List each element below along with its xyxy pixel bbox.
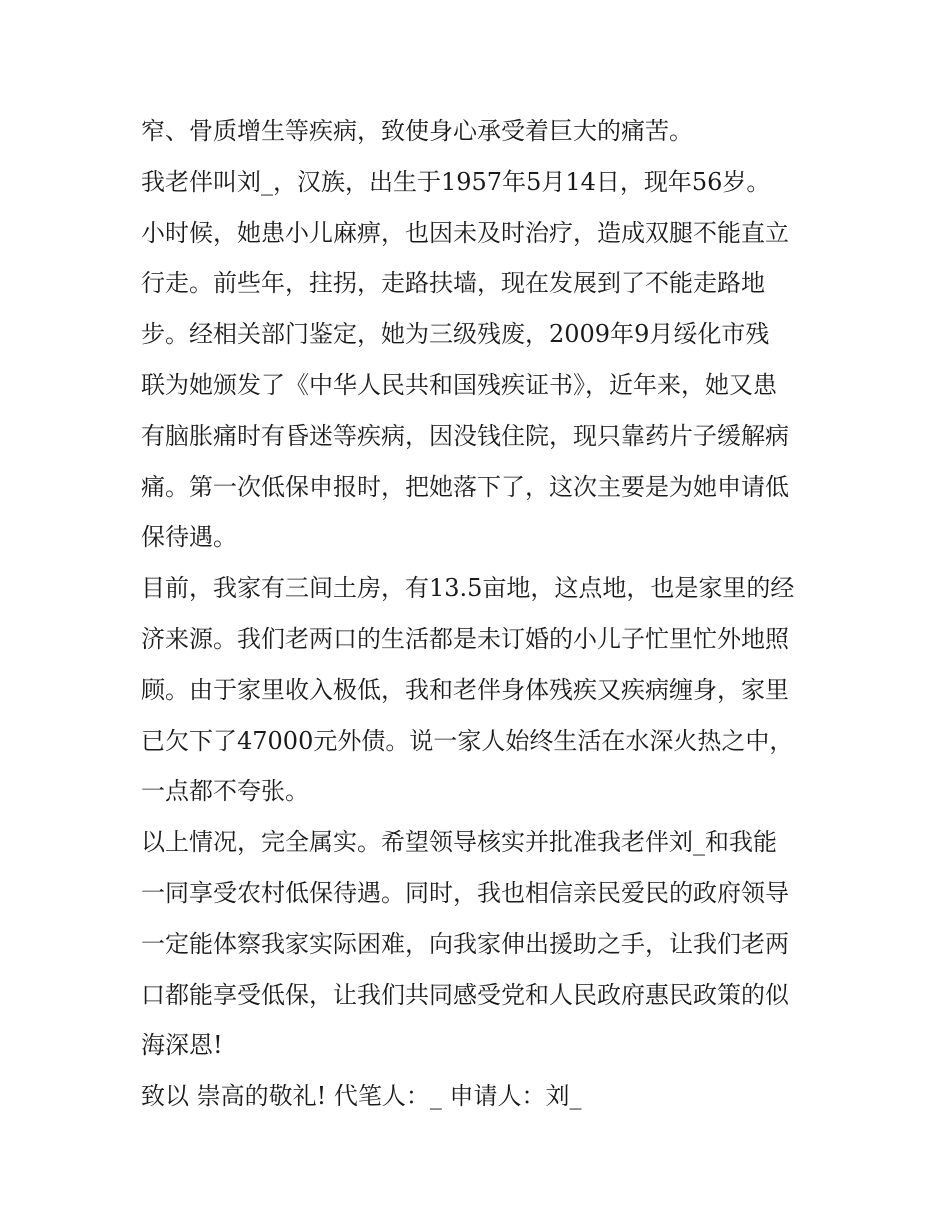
text-line: 保待遇。 xyxy=(141,523,237,552)
text-line: 行走。前些年，拄拐，走路扶墙，现在发展到了不能走路地 xyxy=(141,269,765,298)
text-line: 我老伴叫刘_，汉族，出生于1957年5月14日，现年56岁。 xyxy=(141,167,771,196)
text-line: 一同享受农村低保待遇。同时，我也相信亲民爱民的政府领导 xyxy=(141,878,789,907)
text-line: 小时候，她患小儿麻痹，也因未及时治疗，造成双腿不能直立 xyxy=(141,218,789,247)
text-line: 窄、骨质增生等疾病，致使身心承受着巨大的痛苦。 xyxy=(141,117,693,145)
text-line: 联为她颁发了《中华人民共和国残疾证书》，近年来，她又患 xyxy=(141,370,777,399)
text-line: 海深恩! xyxy=(141,1031,223,1060)
text-line: 济来源。我们老两口的生活都是未订婚的小儿子忙里忙外地照 xyxy=(141,624,789,653)
text-line: 以上情况，完全属实。希望领导核实并批准我老伴刘_和我能 xyxy=(141,828,777,857)
text-line: 一定能体察我家实际困难，向我家伸出援助之手，让我们老两 xyxy=(141,929,789,958)
text-line: 目前，我家有三间土房，有13.5亩地，这点地，也是家里的经 xyxy=(141,574,795,603)
text-line: 步。经相关部门鉴定，她为三级残废，2009年9月绥化市残 xyxy=(141,320,770,349)
text-line: 顾。由于家里收入极低，我和老伴身体残疾又疾病缠身，家里 xyxy=(141,675,789,704)
document-body xyxy=(141,106,813,1122)
text-line: 痛。第一次低保申报时，把她落下了，这次主要是为她申请低 xyxy=(141,472,789,501)
text-line: 有脑胀痛时有昏迷等疾病，因没钱住院，现只靠药片子缓解病 xyxy=(141,421,789,450)
text-line: 已欠下了47000元外债。说一家人始终生活在水深火热之中， xyxy=(141,726,794,755)
signature-line: 致以 崇高的敬礼! 代笔人：_ 申请人：刘_ xyxy=(141,1082,582,1111)
text-line: 一点都不夸张。 xyxy=(141,777,309,806)
text-line: 口都能享受低保，让我们共同感受党和人民政府惠民政策的似 xyxy=(141,980,789,1009)
